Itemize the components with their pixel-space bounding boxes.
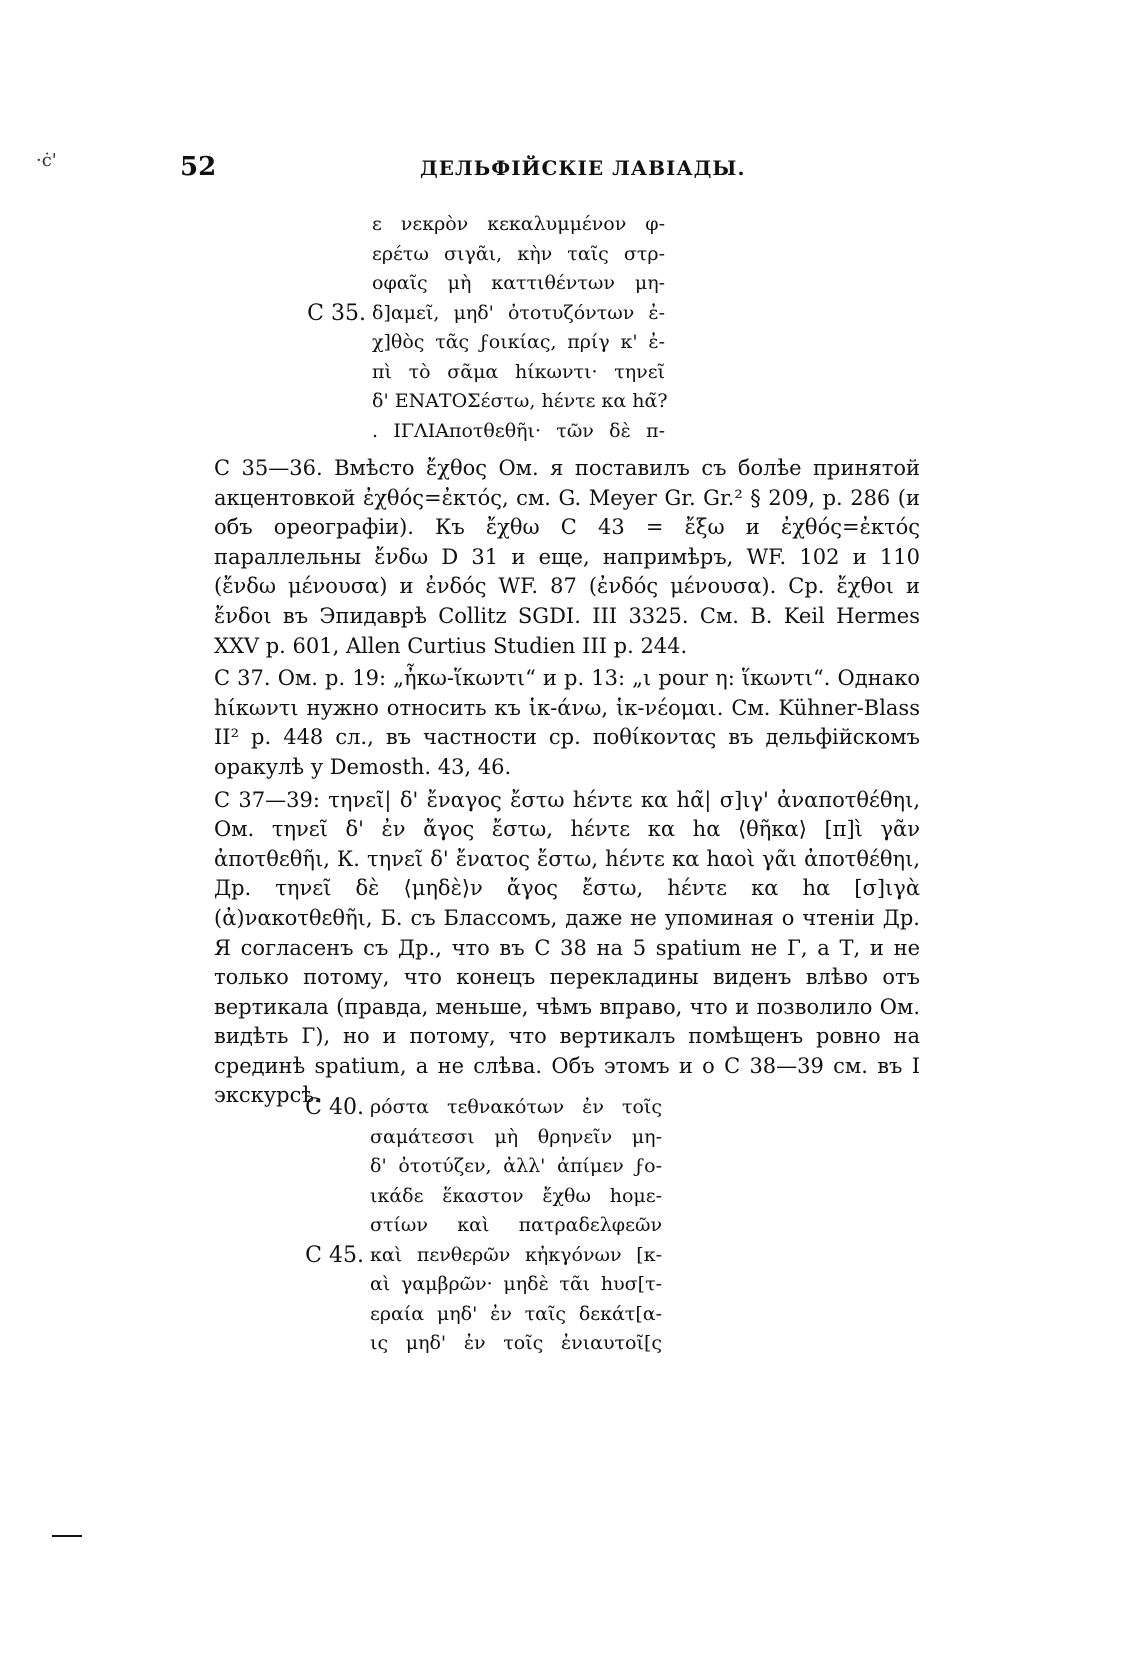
inscription-line	[372, 417, 665, 447]
inscription-line	[370, 1270, 662, 1300]
inscription-line	[372, 240, 665, 270]
commentary-paragraph: С 35—36. Вмѣсто ἔχθος Ом. я поставилъ съ болѣе принятой акцентовкой ἐχθός=ἐκτός, см. G. Meyer Gr. Gr.² § 209, p. 286 (и объ ореографіи). Къ ἔχθω С 43 = ἔξω и ἐχθός=ἐκτός параллельны ἔνδω D 31 и еще, напримѣръ, WF. 102 и 110 (ἔνδω μένουσα) и ἐνδός WF. 87 (ἐνδός μένουσα). Ср. ἔχθοι и ἔνδοι въ Эпидаврѣ Collitz SGDI. III 3325. См. B. Keil Hermes XXV p. 601, Allen Curtius Studien III p. 244.	[214, 456, 920, 658]
commentary	[214, 454, 920, 1111]
inscription-text: ρόστα τεθνακότων ἐν τοῖς	[370, 1096, 662, 1118]
margin-dash	[52, 1535, 82, 1537]
commentary-paragraph: С 37. Ом. p. 19: „ἦκω-ἵκωντι“ и p. 13: „ι pour η: ἵκωντι“. Однако hίκωντι нужно относить къ ἱκ-άνω, ἱκ-νέομαι. См. Kühner-Blass II² p. 448 сл., въ частности ср. ποθίκοντας въ дельфійскомъ оракулѣ у Demosth. 43, 46.	[214, 666, 920, 779]
inscription-line	[305, 1241, 662, 1271]
line-number: C 40.	[305, 1095, 364, 1120]
inscription-line	[370, 1152, 662, 1182]
commentary-paragraph: С 37—39: τηνεῖ| δ' ἔναγος ἔστω hέντε κα hα̃| σ]ιγ' ἀναποτθέθηι, Ом. τηνεῖ δ' ἐν ἄγος ἔστω, hέντε κα hα ⟨θῆκα⟩ [π]ὶ γᾶν ἀποτθεθῆι, К. τηνεῖ δ' ἔνατος ἔστω, hέντε κα hαοὶ γᾶι ἀποτθέθηι, Др. τηνεῖ δὲ ⟨μηδὲ⟩ν ἄγος ἔστω, hέντε κα hα [σ]ιγὰ (ἀ)νακοτθεθῆι, Б. съ Блассомъ, даже не упоминая о чтеніи Др. Я согласенъ съ Др., что въ С 38 на 5 spatium не Г, а Т, и не только потому, что конецъ перекладины виденъ влѣво отъ вертикала (правда, меньше, чѣмъ вправо, что и позволило Ом. видѣть Г), но и потому, что вертикалъ помѣщенъ ровно на срединѣ spatium, а не слѣва. Объ этомъ и о С 38—39 см. въ I экскурсѣ.	[214, 787, 920, 1108]
inscription-text: δ' ὀτοτύζεν, ἀλλ' ἀπίμεν ϝο-	[370, 1155, 662, 1177]
running-head: ДЕЛЬФІЙСКІЕ ЛАВІАДЫ.	[420, 156, 746, 180]
inscription-line	[305, 1093, 662, 1123]
inscription-text: εραία μηδ' ἐν ταῖς δεκάτ[α-	[370, 1302, 662, 1325]
inscription-line	[370, 1123, 662, 1153]
inscription-line	[370, 1329, 662, 1359]
inscription-line	[372, 269, 665, 299]
inscription-text: δ]αμεῖ, μηδ' ὀτοτυζόντων ἐ-	[372, 301, 665, 324]
inscription-text: αὶ γαμβρῶν· μηδὲ τᾶι hυσ[τ-	[370, 1273, 662, 1295]
inscription-text: χ]θὸς τᾶς ϝοικίας, πρίγ κ' ἐ-	[372, 331, 665, 353]
inscription-text: ε νεκρὸν κεκαλυμμένον φ-	[372, 213, 665, 235]
line-number: C 35.	[307, 300, 366, 326]
inscription-line	[307, 299, 665, 329]
inscription-line	[372, 387, 668, 417]
inscription-text: ικάδε ἕκαστον ἔχθω hομε-	[370, 1184, 662, 1207]
inscription-text: σαμάτεσσι μὴ θρηνεῖν μη-	[370, 1125, 662, 1148]
inscription-line	[370, 1300, 662, 1330]
inscription-text: πὶ τὸ σᾶμα hίκωντι· τηνεῖ	[372, 360, 665, 383]
inscription-text: ερέτω σιγᾶι, κὴν ταῖς στρ-	[372, 242, 665, 265]
inscription-line	[370, 1182, 662, 1212]
line-number: C 45.	[305, 1242, 364, 1268]
inscription-text: στίων καὶ πατραδελφεῶν	[370, 1214, 662, 1236]
inscription-line	[372, 328, 665, 358]
margin-mark: ·ċ'	[36, 150, 57, 171]
page-number: 52	[180, 152, 217, 182]
inscription-line	[372, 210, 665, 240]
inscription-text: . ΙΓΛΙΑποτθεθῆι· τῶν δὲ π-	[372, 419, 665, 442]
inscription-text: οφαῖς μὴ καττιθέντων μη-	[372, 272, 665, 294]
inscription-line	[372, 358, 665, 388]
inscription-line	[370, 1211, 662, 1241]
inscription-text: καὶ πενθερῶν κἠκγόνων [κ-	[370, 1243, 662, 1266]
inscription-text: δ' ΕΝΑΤΟΣέστω, hέντε κα hα̃?	[372, 390, 668, 412]
inscription-text: ις μηδ' ἐν τοῖς ἐνιαυτοῖ[ς	[370, 1332, 662, 1354]
inscription-block-1	[307, 210, 668, 446]
inscription-block-2	[305, 1093, 662, 1359]
